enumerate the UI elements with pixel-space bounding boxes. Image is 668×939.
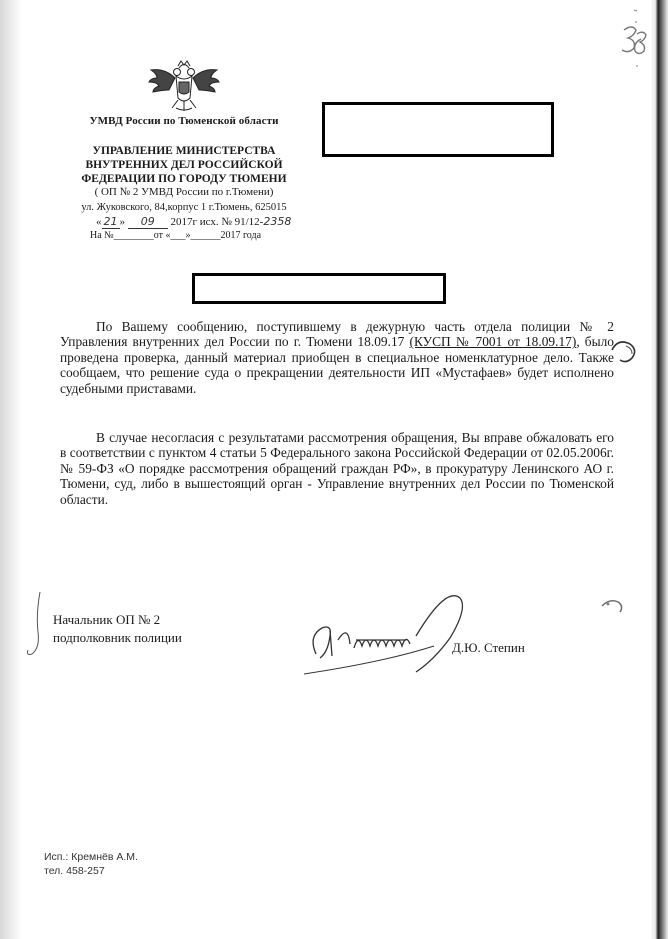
handwritten-signature xyxy=(296,582,476,682)
ministry-line-2: ВНУТРЕННИХ ДЕЛ РОССИЙСКОЙ xyxy=(85,159,283,171)
signer-rank: подполковник полиции xyxy=(53,630,182,645)
sub-unit: ( ОП № 2 УМВД России по г.Тюмени) xyxy=(94,186,274,198)
date-open-quote: « xyxy=(96,216,102,228)
date-year-outgoing: 2017г исх. № 91/12- xyxy=(170,216,264,228)
scan-shadow-right xyxy=(650,0,668,939)
handwritten-page-number xyxy=(590,6,650,78)
executor-phone: тел. 458-257 xyxy=(44,865,105,877)
reference-line: На №________от «___»______2017 года xyxy=(90,230,262,241)
date-day: 21 xyxy=(103,215,118,228)
signer-position: Начальник ОП № 2 xyxy=(53,612,161,627)
scan-shadow-left xyxy=(0,0,22,939)
hole-punch-mark-2 xyxy=(598,594,630,618)
address: ул. Жуковского, 84,корпус 1 г.Тюмень, 625015 xyxy=(81,202,287,213)
outgoing-number: 2358 xyxy=(263,215,292,228)
agency-name: УМВД России по Тюменской области xyxy=(89,115,279,127)
ministry-line-3: ФЕДЕРАЦИИ ПО ГОРОДУ ТЮМЕНИ xyxy=(81,173,287,185)
outgoing-date-line xyxy=(96,215,291,229)
kusp-reference: (КУСП № 7001 от 18.09.17) xyxy=(409,334,577,350)
p1-text-after: , было проведена проверка, данный материал приобщен в специальное номенклатурное дело. Также сообщаем, что решение суда о прекращении деятельности ИП «Мустафаев» будет исполнено судебными приставами. xyxy=(60,334,614,396)
recipient-redaction-box xyxy=(322,102,554,157)
ministry-title xyxy=(60,144,308,186)
addressee-name-redaction-box xyxy=(192,273,446,304)
executor: Исп.: Кремнёв А.М. xyxy=(44,851,138,863)
hole-punch-mark xyxy=(606,336,640,366)
date-month: 09 xyxy=(128,215,168,229)
signer-name: Д.Ю. Степин xyxy=(452,640,525,655)
body-paragraph-2: В случае несогласия с результатами рассмотрения обращения, Вы вправе обжаловать его в соответствии с пунктом 4 статьи 5 Федерального закона Российской Федерации от 02.05.2006г. № 59-ФЗ «О порядке рассмотрения обращений граждан РФ», в прокуратуру Ленинского АО г. Тюмени, суд, либо в вышестоящий орган - Управление внутренних дел России по Тюменской области. xyxy=(60,430,614,507)
body-paragraph-1 xyxy=(60,319,614,396)
ministry-line-1: УПРАВЛЕНИЕ МИНИСТЕРСТВА xyxy=(92,145,276,157)
eagle-emblem-icon xyxy=(146,56,222,116)
date-close-quote: » xyxy=(119,216,125,228)
p1-text-before: По Вашему сообщению, поступившему в дежурную часть отдела полиции № 2 Управления внутренних дел России по г. Тюмени 18.09.17 xyxy=(60,319,614,350)
